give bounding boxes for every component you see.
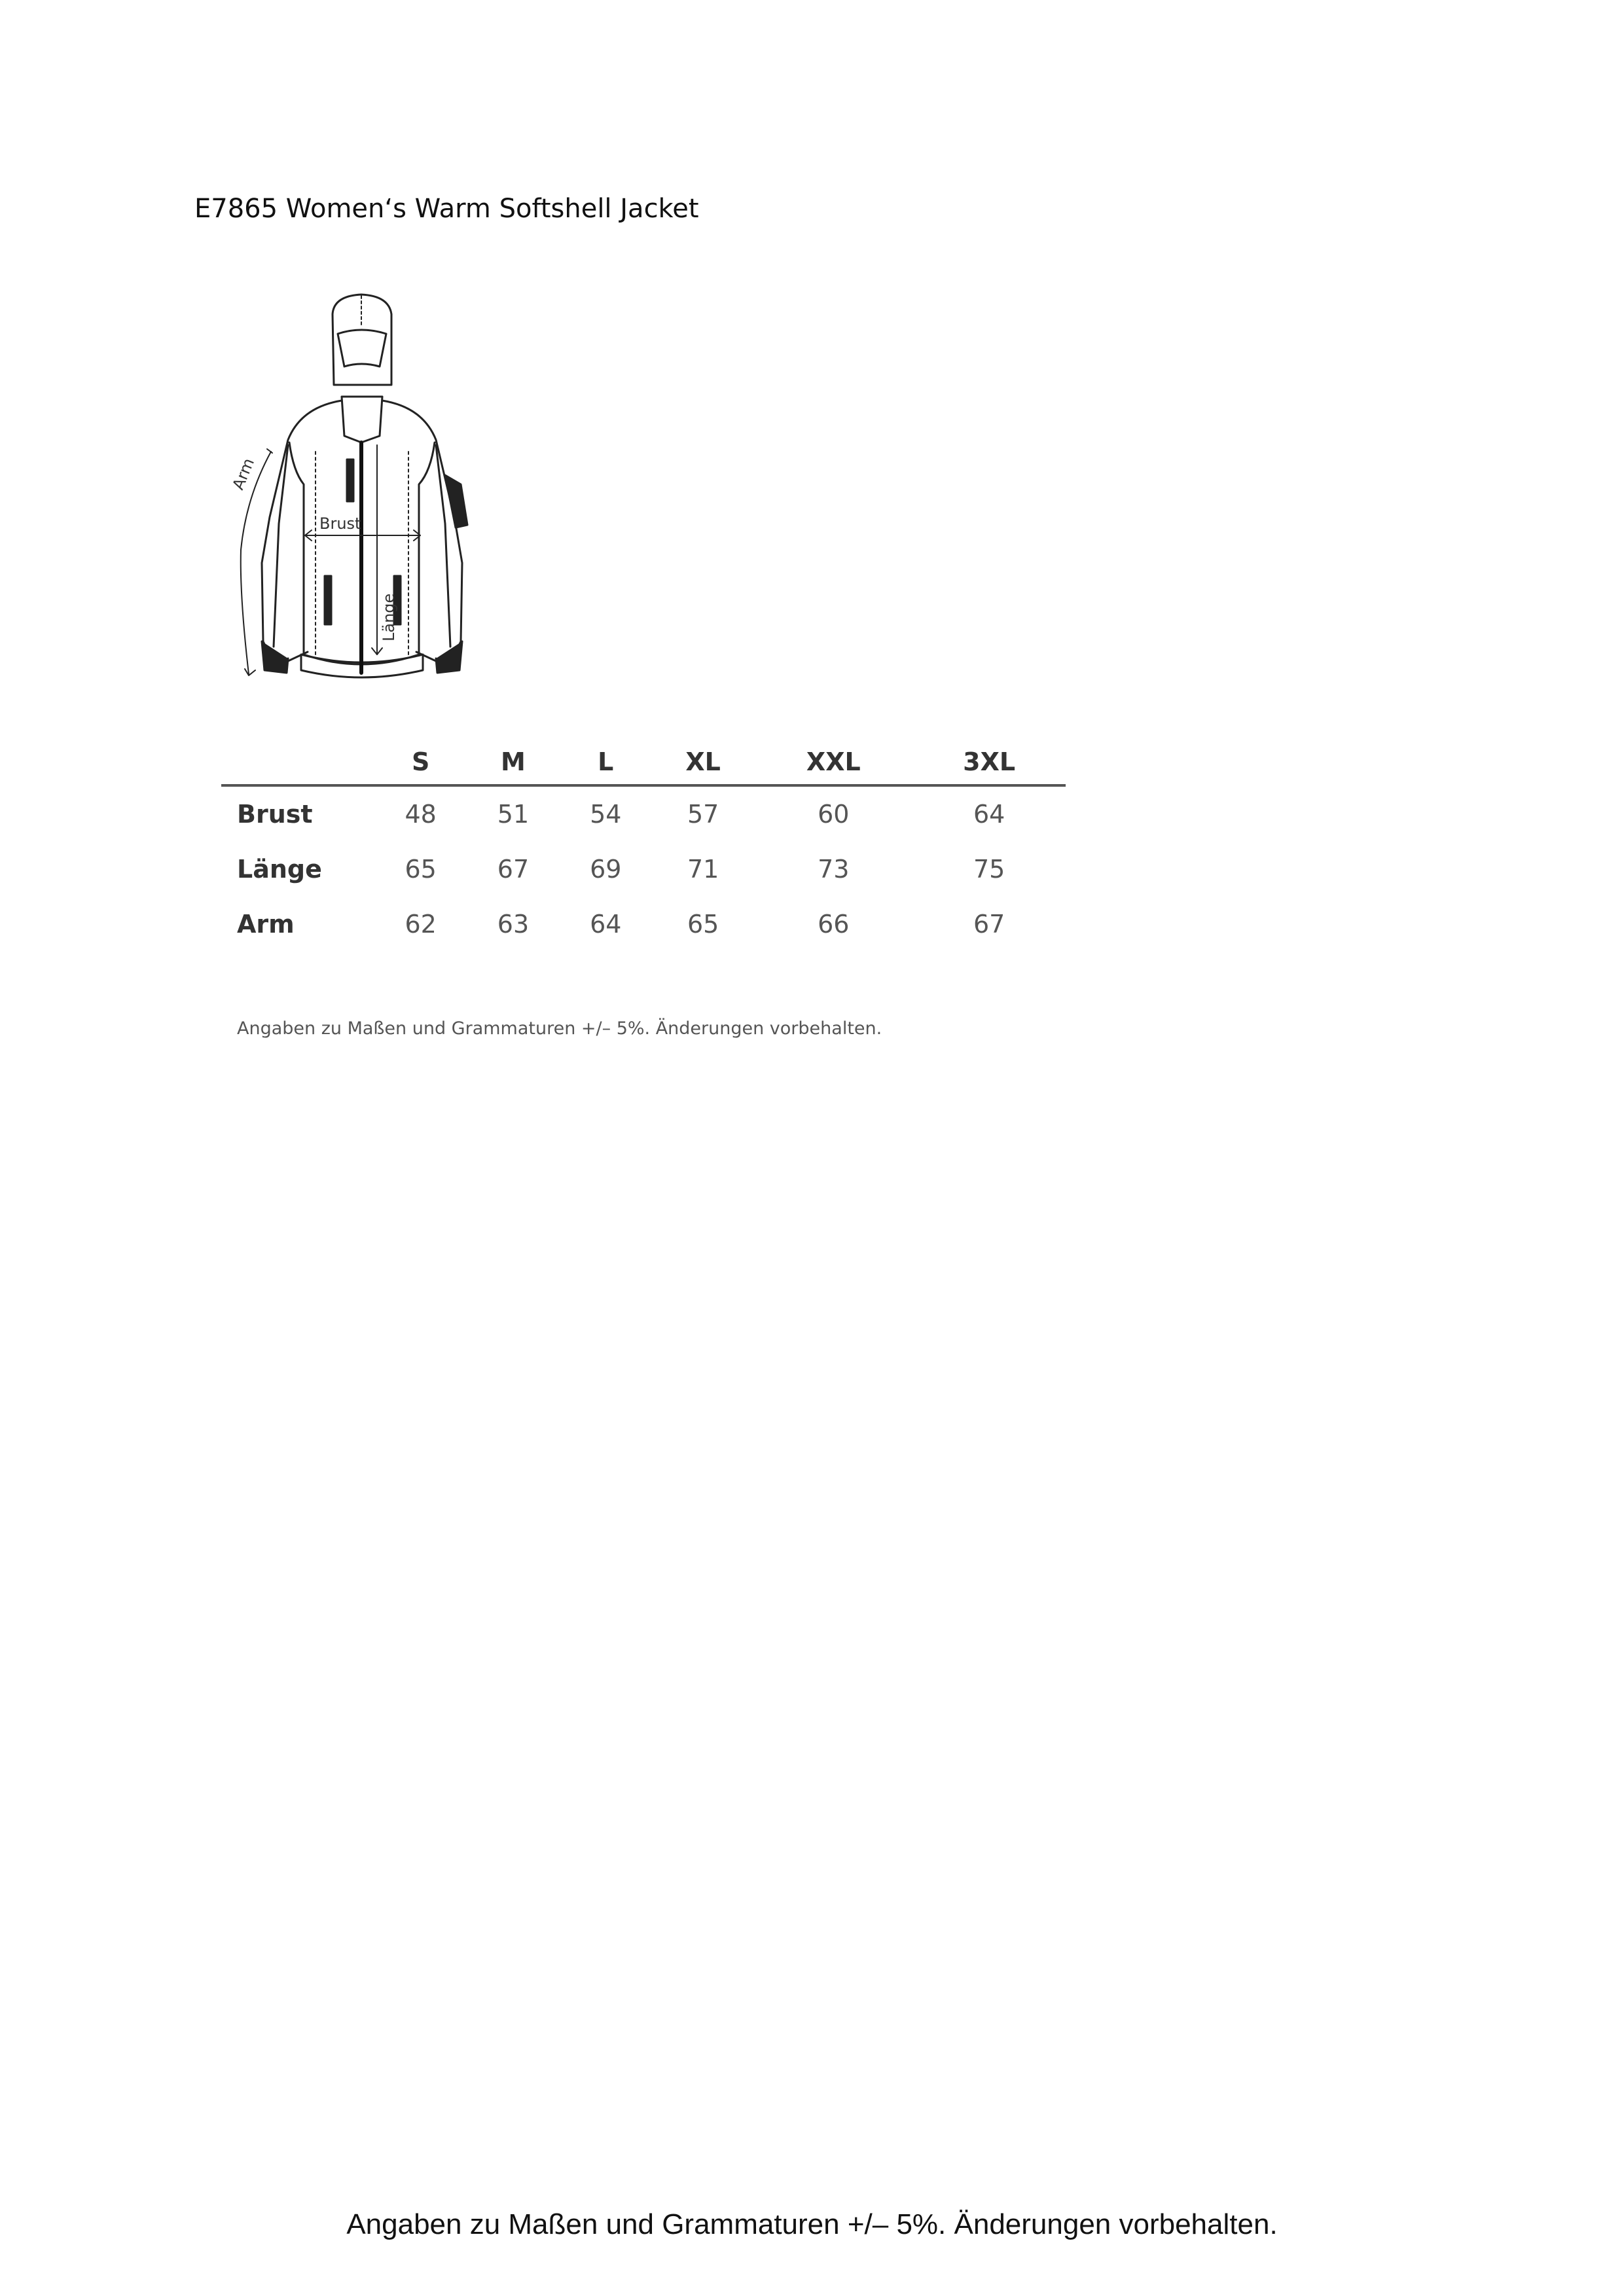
- size-header: XXL: [754, 740, 912, 785]
- table-cell: 71: [687, 855, 719, 884]
- size-header: S: [374, 740, 467, 785]
- table-cell: 64: [973, 800, 1005, 829]
- table-cell: 63: [497, 910, 530, 939]
- table-cell: 62: [405, 910, 437, 939]
- table-row: [221, 897, 1066, 952]
- table-cell: 48: [405, 800, 437, 829]
- table-cell: 73: [818, 855, 850, 884]
- row-label: Brust: [237, 800, 313, 829]
- label-laenge: Länge: [380, 593, 398, 641]
- label-arm: Arm: [228, 456, 259, 493]
- table-cell: 64: [590, 910, 622, 939]
- table-cell: 54: [590, 800, 622, 829]
- size-header: XL: [652, 740, 754, 785]
- table-cell: 66: [818, 910, 850, 939]
- table-cell: 57: [687, 800, 719, 829]
- table-cell: 51: [497, 800, 530, 829]
- table-cell: 67: [497, 855, 530, 884]
- jacket-outline-icon: [223, 288, 511, 694]
- table-cell: 67: [973, 910, 1005, 939]
- row-label: Arm: [237, 910, 295, 939]
- table-cell: 65: [687, 910, 719, 939]
- table-note: Angaben zu Maßen und Grammaturen +/– 5%. Änderungen vorbehalten.: [237, 1018, 882, 1039]
- document-title: E7865 Women‘s Warm Softshell Jacket: [194, 194, 699, 224]
- table-cell: 60: [818, 800, 850, 829]
- size-header: 3XL: [912, 740, 1066, 785]
- table-row: [221, 785, 1066, 842]
- label-brust: Brust: [319, 514, 361, 533]
- table-cell: 69: [590, 855, 622, 884]
- size-header: L: [560, 740, 652, 785]
- size-header-row: [221, 740, 1066, 785]
- table-row: [221, 842, 1066, 897]
- footer-note: Angaben zu Maßen und Grammaturen +/– 5%. Änderungen vorbehalten.: [346, 2208, 1278, 2240]
- row-label: Länge: [237, 855, 322, 884]
- table-cell: 75: [973, 855, 1005, 884]
- size-table: [221, 740, 1066, 952]
- size-header: M: [467, 740, 559, 785]
- table-corner: [221, 740, 374, 785]
- table-cell: 65: [405, 855, 437, 884]
